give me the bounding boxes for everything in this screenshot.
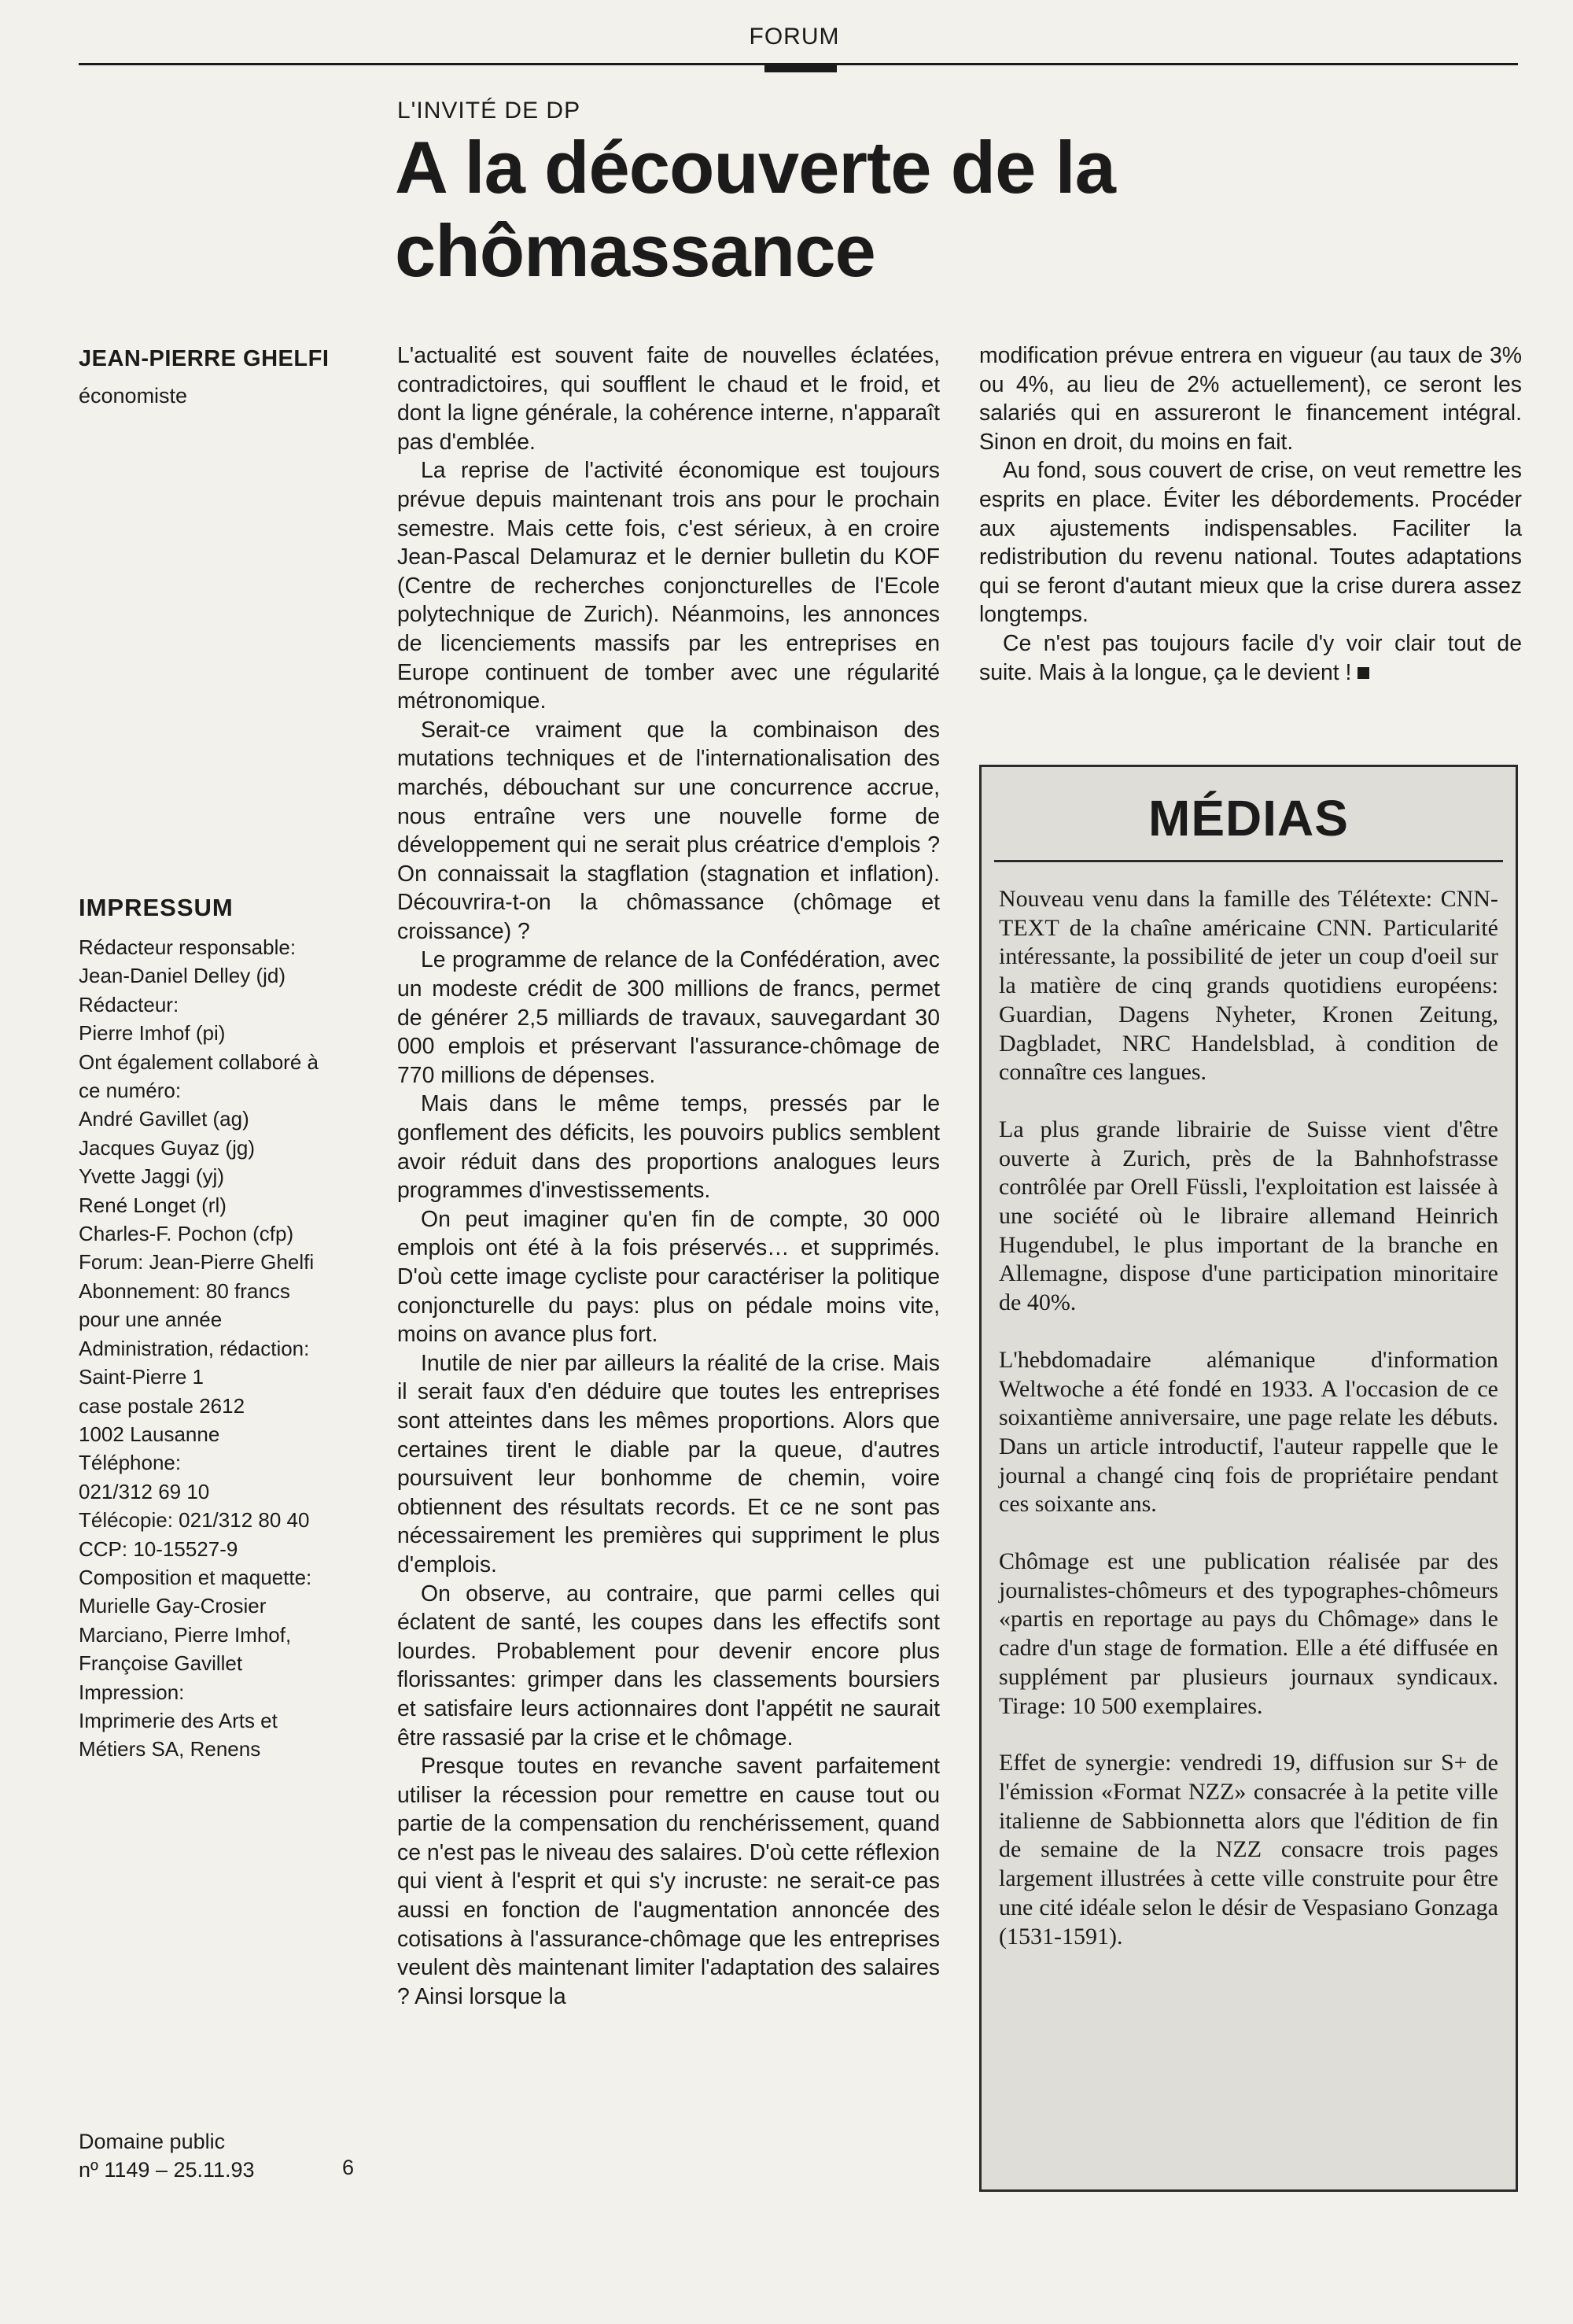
impressum-line: ce numéro:	[79, 1079, 182, 1103]
impressum-line: Pierre Imhof (pi)	[79, 1021, 226, 1046]
author-role: économiste	[79, 384, 188, 408]
impressum-line: Saint-Pierre 1	[79, 1365, 204, 1389]
impressum-line: case postale 2612	[79, 1393, 245, 1418]
header-tab-marker	[764, 65, 837, 72]
impressum-list	[79, 933, 362, 1764]
impressum-line: André Gavillet (ag)	[79, 1107, 249, 1131]
impressum-line: Impression:	[79, 1680, 185, 1704]
impressum-line: Télécopie: 021/312 80 40	[79, 1508, 310, 1533]
section-label: FORUM	[749, 24, 840, 50]
article-paragraph: Mais dans le même temps, pressés par le gonflement des déficits, les pouvoirs publics semblent avoir réduit dans des proportions analogues leurs programmes d'investissements.	[397, 1091, 940, 1204]
impressum-line: Rédacteur:	[79, 992, 179, 1016]
article-continuation-column	[979, 341, 1522, 687]
impressum-heading: IMPRESSUM	[79, 894, 234, 921]
end-of-article-mark	[1357, 667, 1369, 679]
medias-items	[999, 885, 1498, 1979]
impressum-line: Téléphone:	[79, 1451, 182, 1475]
impressum-line: Métiers SA, Renens	[79, 1737, 261, 1761]
article-paragraph: On observe, au contraire, que parmi celles qui éclatent de santé, les coupes dans les effectifs sont lourdes. Probablement pour devenir encore plus florissantes: grimper dans les classements boursiers et satisfaire leurs actionnaires dont l'appétit ne saurait être rassasié par la crise et le chômage.	[397, 1581, 940, 1750]
impressum-line: 1002 Lausanne	[79, 1422, 220, 1446]
closing-sentence: Ce n'est pas toujours facile d'y voir clair tout de suite. Mais à la longue, ça le devient !	[979, 630, 1522, 685]
article-paragraph: La reprise de l'activité économique est toujours prévue depuis maintenant trois ans pour le prochain semestre. Mais cette fois, c'est sérieux, à en croire Jean-Pascal Delamuraz et le dernier bulletin du KOF (Centre de recherches conjoncturelles de l'Ecole polytechnique de Zurich). Néanmoins, les annonces de licenciements massifs par les entreprises en Europe continuent de tomber avec une régularité métronomique.	[397, 458, 940, 714]
impressum-line: Charles-F. Pochon (cfp)	[79, 1222, 294, 1246]
medias-item: Effet de synergie: vendredi 19, diffusion sur S+ de l'émission «Format NZZ» consacrée à la petite ville italienne de Sabbionnetta alors que l'édition de fin de semaine de la NZZ consacre trois pages largement illustrées à cette ville construite pour être une cité idéale selon le désir de Vespasiano Gonzaga (1531-1591).	[999, 1750, 1498, 1950]
impressum-line: Marciano, Pierre Imhof,	[79, 1622, 292, 1647]
impressum-line: 021/312 69 10	[79, 1479, 210, 1503]
medias-item: Chômage est une publication réalisée par des journalistes-chômeurs et des typographes-chômeurs «partis en reportage au pays du Chômage» dans le cadre d'un stage de formation. Elle a été diffusée en supplément par plusieurs journaux syndicaux. Tirage: 10 500 exemplaires.	[999, 1548, 1498, 1719]
article-paragraph: Serait-ce vraiment que la combinaison des mutations techniques et de l'internationalisation des marchés, débouchant sur une concurrence accrue, nous entraîne vers une nouvelle forme de développement qui ne serait plus créatrice d'emplois ? On connaissait la stagflation (stagnation et inflation). Découvrira-t-on la chômassance (chômage et croissance) ?	[397, 717, 940, 944]
article-paragraph: On peut imaginer qu'en fin de compte, 30 000 emplois ont été à la fois préservés… et supprimés. D'où cette image cycliste pour caractériser la politique conjoncturelle du pays: plus on pédale moins vite, moins on avance plus fort.	[397, 1206, 940, 1348]
medias-divider	[994, 860, 1503, 862]
impressum-line: Imprimerie des Arts et	[79, 1708, 278, 1732]
impressum-line: CCP: 10-15527-9	[79, 1536, 238, 1561]
impressum-line: Françoise Gavillet	[79, 1651, 243, 1676]
article-title: A la découverte de la chômassance	[395, 126, 1115, 292]
impressum-line: Ont également collaboré à	[79, 1049, 319, 1074]
impressum-line: Yvette Jaggi (yj)	[79, 1164, 224, 1189]
impressum-line: pour une année	[79, 1308, 223, 1332]
impressum-line: René Longet (rl)	[79, 1193, 227, 1217]
impressum-line: Abonnement: 80 francs	[79, 1278, 290, 1303]
medias-heading: MÉDIAS	[1148, 790, 1349, 847]
impressum-line: Composition et maquette:	[79, 1565, 312, 1589]
article-paragraph: L'actualité est souvent faite de nouvelles éclatées, contradictoires, qui soufflent le chaud et le froid, et dont la ligne générale, la cohérence interne, n'apparaît pas d'emblée.	[397, 343, 940, 455]
impressum-line: Jacques Guyaz (jg)	[79, 1135, 255, 1160]
impressum-line: Jean-Daniel Delley (jd)	[79, 964, 285, 988]
article-paragraph: Le programme de relance de la Confédération, avec un modeste crédit de 300 millions de francs, permet de générer 2,5 milliards de travaux, sauvegardant 30 000 emplois et préservant l'assurance-chômage de 770 millions de dépenses.	[397, 947, 940, 1088]
medias-item: L'hebdomadaire alémanique d'information Weltwoche a été fondé en 1933. A l'occasion de ce soixantième anniversaire, une page relate les débuts. Dans un article introductif, l'auteur rappelle que le journal a changé cinq fois de propriétaire pendant ces soixante ans.	[999, 1346, 1498, 1518]
medias-item: Nouveau venu dans la famille des Télétexte: CNN-TEXT de la chaîne américaine CNN. Particularité intéressante, la possibilité de jeter un coup d'oeil sur la matière de cinq grands quotidiens européens: Guardian, Dagens Nyheter, Kronen Zeitung, Dagbladet, NRC Handelsblad, à condition de connaître ces langues.	[999, 886, 1498, 1086]
article-paragraph: Presque toutes en revanche savent parfaitement utiliser la récession pour remettre en cause tout ou partie de la compensation du renchérissement, quand ce n'est pas le niveau des salaires. D'où cette réflexion qui vient à l'esprit et qui s'y incruste: ne serait-ce pas aussi en fonction de l'augmentation annoncée des cotisations à l'assurance-chômage que les entreprises veulent dès maintenant limiter l'adaptation des salaires ? Ainsi lorsque la	[397, 1754, 940, 2009]
issue-date: nº 1149 – 25.11.93	[79, 2158, 255, 2182]
footer-publication	[79, 2127, 255, 2184]
author-name: JEAN-PIERRE GHELFI	[79, 346, 330, 371]
article-paragraph: Au fond, sous couvert de crise, on veut remettre les esprits en place. Éviter les débordements. Procéder aux ajustements indispensables. Faciliter la redistribution du revenu national. Toutes adaptations qui se feront d'autant mieux que la crise durera assez longtemps.	[979, 458, 1522, 628]
article-body-column	[397, 341, 940, 2011]
publication-name: Domaine public	[79, 2130, 226, 2153]
medias-box	[979, 765, 1518, 2192]
article-kicker: L'INVITÉ DE DP	[397, 98, 581, 124]
impressum-line: Forum: Jean-Pierre Ghelfi	[79, 1250, 315, 1275]
medias-item: La plus grande librairie de Suisse vient d'être ouverte à Zurich, près de la Bahnhofstrasse contrôlée par Orell Füssli, l'exploitation est laissée à une société où le libraire allemand Heinrich Hugendubel, le plus important de la branche en Allemagne, dispose d'une participation minoritaire de 40%.	[999, 1116, 1498, 1316]
impressum-line: Rédacteur responsable:	[79, 935, 297, 959]
article-paragraph: Inutile de nier par ailleurs la réalité de la crise. Mais il serait faux d'en déduire que toutes les entreprises sont atteintes dans les mêmes proportions. Alors que certaines tirent le diable par la queue, d'autres poursuivent leur bonhomme de chemin, voire obtiennent des résultats records. Et ce ne sont pas nécessairement les premières qui suppriment le plus d'emplois.	[397, 1350, 940, 1577]
impressum-line: Murielle Gay-Crosier	[79, 1594, 267, 1618]
page-number: 6	[342, 2156, 355, 2179]
impressum-line: Administration, rédaction:	[79, 1336, 310, 1360]
article-paragraph: modification prévue entrera en vigueur (au taux de 3% ou 4%, au lieu de 2% actuellement), ce seront les salariés qui en assureront le financement intégral. Sinon en droit, du moins en fait.	[979, 343, 1522, 455]
article-paragraph	[979, 629, 1522, 687]
